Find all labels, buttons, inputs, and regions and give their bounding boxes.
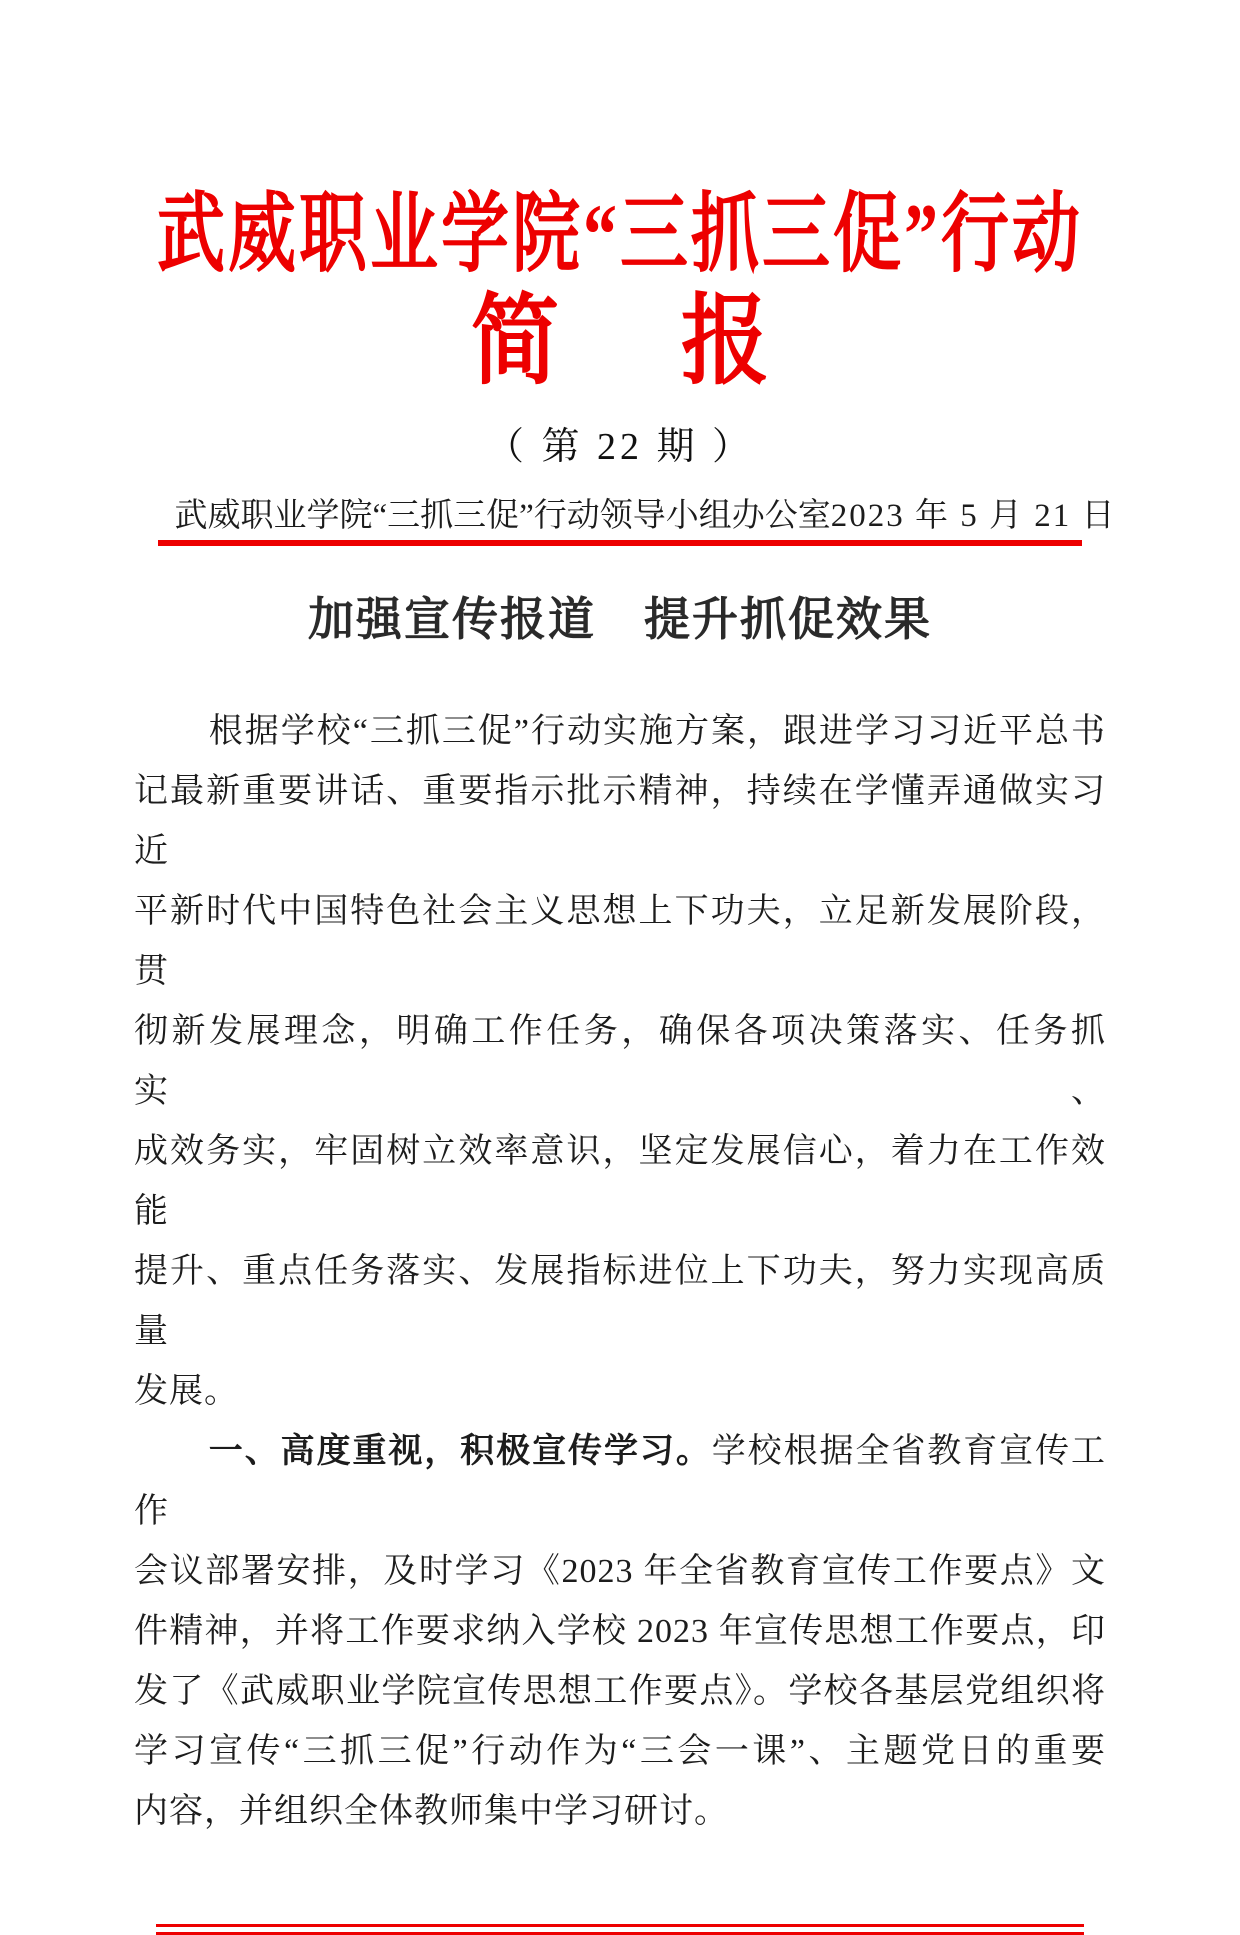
- body-line: 提升、重点任务落实、发展指标进位上下功夫，努力实现高质量: [134, 1253, 1106, 1350]
- article-body: [134, 702, 1106, 1842]
- body-line: 成效务实，牢固树立效率意识，坚定发展信心，着力在工作效能: [134, 1133, 1106, 1230]
- body-line: 发展。: [134, 1373, 239, 1410]
- subtitle-char-bao: 报: [681, 288, 770, 397]
- body-line-section-lead: [134, 1422, 1106, 1542]
- body-line: 会议部署安排，及时学习《2023 年全省教育宣传工作要点》文: [134, 1553, 1106, 1590]
- body-line: 记最新重要讲话、重要指示批示精神，持续在学懂弄通做实习近: [134, 773, 1106, 870]
- body-line: 发了《武威职业学院宣传思想工作要点》。学校各基层党组织将: [134, 1673, 1106, 1710]
- body-line: 彻新发展理念，明确工作任务，确保各项决策落实、任务抓实、: [134, 1013, 1106, 1110]
- body-line: 平新时代中国特色社会主义思想上下功夫，立足新发展阶段，贯: [134, 893, 1106, 990]
- body-line: 内容，并组织全体教师集中学习研讨。: [134, 1793, 729, 1830]
- masthead-title: 武威职业学院“三抓三促”行动: [156, 185, 1083, 283]
- subtitle-char-jian: 简: [470, 288, 559, 397]
- body-line: 根据学校“三抓三促”行动实施方案，跟进学习习近平总书: [208, 713, 1106, 750]
- body-line: 件精神，并将工作要求纳入学校 2023 年宣传思想工作要点，印: [134, 1613, 1106, 1650]
- footer-rule: [156, 1924, 1084, 1935]
- masthead: [0, 0, 1240, 546]
- header-rule: [158, 540, 1082, 546]
- issue-number: （ 第 22 期 ）: [485, 426, 754, 468]
- masthead-subtitle: [0, 278, 1240, 408]
- body-line: 学习宣传“三抓三促”行动作为“三会一课”、主题党日的重要: [134, 1733, 1106, 1770]
- section-1-lead-text: 学校根据全省教育宣传工作: [134, 1433, 1107, 1530]
- issuing-office: 武威职业学院“三抓三促”行动领导小组办公室: [174, 498, 831, 534]
- issuer-row: [133, 495, 1117, 537]
- section-1-heading: 一、高度重视，积极宣传学习。: [208, 1433, 712, 1470]
- issue-date: 2023 年 5 月 21 日: [830, 498, 1117, 534]
- article-headline: 加强宣传报道 提升抓促效果: [308, 594, 932, 645]
